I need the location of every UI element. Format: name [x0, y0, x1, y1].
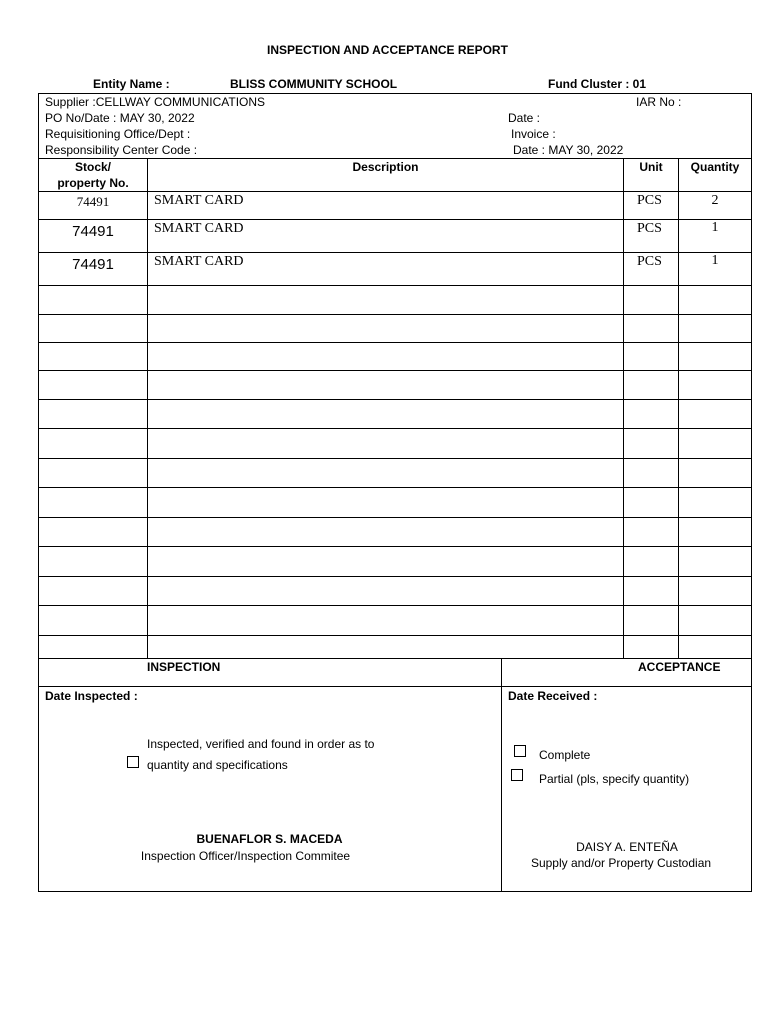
row-line: [38, 605, 752, 606]
date-received-label: Date Received :: [508, 689, 598, 703]
section-header-line: [38, 686, 752, 687]
inspection-checkbox[interactable]: [127, 756, 139, 768]
invoice-field: Invoice :: [511, 127, 556, 141]
partial-checkbox[interactable]: [511, 769, 523, 781]
stock-number: 74491: [76, 194, 110, 209]
item-quantity: 1: [711, 253, 719, 268]
report-title: INSPECTION AND ACCEPTANCE REPORT: [267, 43, 508, 57]
item-description: SMART CARD: [154, 221, 244, 236]
partial-label: Partial (pls, specify quantity): [539, 772, 690, 786]
iar-no-field: IAR No :: [636, 95, 682, 109]
row-line: [38, 342, 752, 343]
row-line: [38, 219, 752, 220]
inspection-statement-line1: Inspected, verified and found in order as to: [147, 737, 375, 751]
inspection-header: INSPECTION: [147, 660, 221, 674]
quantity-header: Quantity: [690, 160, 740, 174]
po-date-field: PO No/Date : MAY 30, 2022: [45, 111, 195, 125]
item-quantity: 1: [711, 220, 719, 235]
description-header: Description: [352, 160, 419, 174]
row-line: [38, 428, 752, 429]
col-line-description: [623, 158, 624, 658]
stock-header: [38, 160, 148, 190]
stock-number: 74491: [72, 256, 114, 273]
custodian-name: DAISY A. ENTEÑA: [576, 840, 678, 854]
item-unit: PCS: [637, 221, 662, 236]
row-line: [38, 314, 752, 315]
item-unit: PCS: [637, 254, 662, 269]
row-line: [38, 252, 752, 253]
table-header-bottom-line: [38, 191, 752, 192]
date-inspected-label: Date Inspected :: [45, 689, 138, 703]
inspection-officer-name: BUENAFLOR S. MACEDA: [196, 832, 343, 846]
item-quantity: 2: [711, 193, 719, 208]
row-line: [38, 370, 752, 371]
entity-name-label: Entity Name :: [93, 77, 170, 91]
complete-label: Complete: [539, 748, 591, 762]
row-line: [38, 399, 752, 400]
stock-header-line2: property No.: [57, 176, 129, 190]
row-line: [38, 576, 752, 577]
item-description: SMART CARD: [154, 193, 244, 208]
acceptance-header: ACCEPTANCE: [638, 660, 721, 674]
date-field: Date :: [508, 111, 541, 125]
item-unit: PCS: [637, 193, 662, 208]
fund-cluster: Fund Cluster : 01: [548, 77, 647, 91]
inspection-statement-line2: quantity and specifications: [147, 758, 288, 772]
supplier-field: Supplier :CELLWAY COMMUNICATIONS: [45, 95, 266, 109]
row-line: [38, 546, 752, 547]
requisitioning-office-field: Requisitioning Office/Dept :: [45, 127, 191, 141]
row-line: [38, 458, 752, 459]
row-line: [38, 285, 752, 286]
inspection-officer-title: Inspection Officer/Inspection Commitee: [140, 849, 351, 863]
row-line: [38, 517, 752, 518]
invoice-date-field: Date : MAY 30, 2022: [513, 143, 624, 157]
item-description: SMART CARD: [154, 254, 244, 269]
complete-checkbox[interactable]: [514, 745, 526, 757]
custodian-title: Supply and/or Property Custodian: [530, 856, 712, 870]
row-line: [38, 635, 752, 636]
table-header-top-line: [38, 158, 752, 159]
entity-name-value: BLISS COMMUNITY SCHOOL: [230, 77, 398, 91]
unit-header: Unit: [639, 160, 663, 174]
stock-number: 74491: [72, 223, 114, 240]
row-line: [38, 487, 752, 488]
stock-header-line1: Stock/: [74, 160, 111, 174]
responsibility-center-field: Responsibility Center Code :: [45, 143, 198, 157]
